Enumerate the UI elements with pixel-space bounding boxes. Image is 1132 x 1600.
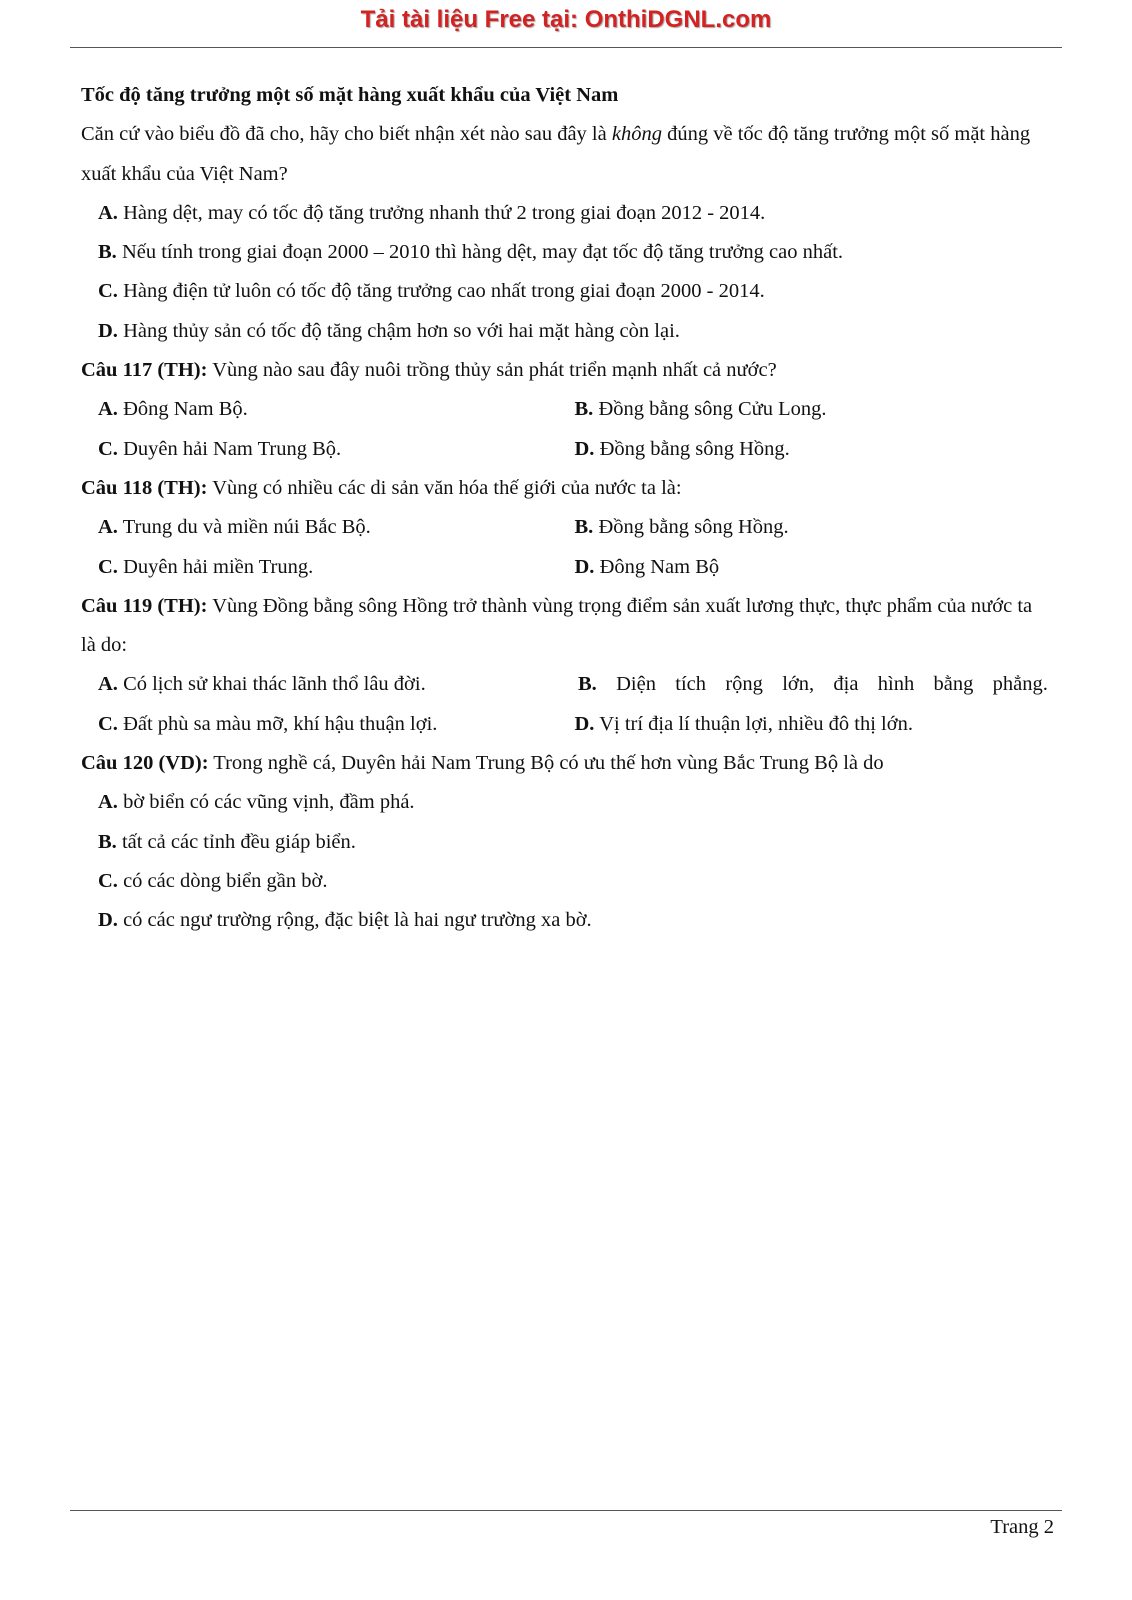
question-label: Câu 120 (VD): — [81, 752, 209, 775]
header-divider — [70, 47, 1062, 48]
question-120-option-b: B. tất cả các tỉnh đều giáp biển. — [98, 830, 356, 853]
exam-content — [81, 76, 1051, 941]
question-119-option-b: B. Diện tích rộng lớn, địa hình bằng phẳng. — [578, 673, 1048, 696]
emphasis-text: không — [611, 123, 662, 146]
footer-divider — [70, 1510, 1062, 1511]
question-117-option-a: A. Đông Nam Bộ. — [98, 398, 248, 421]
question-119-options-row-2 — [81, 705, 1051, 744]
question-116-option-a: A. Hàng dệt, may có tốc độ tăng trưởng nhanh thứ 2 trong giai đoạn 2012 - 2014. — [98, 201, 766, 224]
question-118-options-row-2 — [81, 548, 1051, 587]
chart-heading: Tốc độ tăng trưởng một số mặt hàng xuất khẩu của Việt Nam — [81, 84, 619, 106]
question-118-stem: Câu 118 (TH): Vùng có nhiều các di sản văn hóa thế giới của nước ta là: — [81, 476, 682, 499]
question-117-options-row-2 — [81, 430, 1051, 469]
question-118-option-c: C. Duyên hải miền Trung. — [98, 555, 314, 578]
question-118-option-b: B. Đồng bằng sông Hồng. — [574, 516, 789, 539]
question-118-option-a: A. Trung du và miền núi Bắc Bộ. — [98, 516, 371, 539]
question-label: Câu 117 (TH): — [81, 359, 208, 382]
question-120-stem: Câu 120 (VD): Trong nghề cá, Duyên hải Nam Trung Bộ có ưu thế hơn vùng Bắc Trung Bộ là do — [81, 752, 884, 775]
download-banner[interactable]: Tải tài liệu Free tại: OnthiDGNL.com — [360, 6, 772, 33]
question-116-option-b: B. Nếu tính trong giai đoạn 2000 – 2010 thì hàng dệt, may đạt tốc độ tăng trưởng cao nhất. — [98, 241, 844, 264]
question-117-stem: Câu 117 (TH): Vùng nào sau đây nuôi trồng thủy sản phát triển mạnh nhất cả nước? — [81, 359, 777, 382]
question-119-option-a: A. Có lịch sử khai thác lãnh thổ lâu đời. — [98, 673, 426, 696]
question-label: Câu 118 (TH): — [81, 476, 208, 499]
question-label: Câu 119 (TH): — [81, 594, 208, 617]
question-117-options-row-1 — [81, 390, 1051, 429]
question-118-options-row-1 — [81, 508, 1051, 547]
question-116-option-d: D. Hàng thủy sản có tốc độ tăng chậm hơn so với hai mặt hàng còn lại. — [98, 319, 680, 342]
question-120-option-a: A. bờ biển có các vũng vịnh, đầm phá. — [98, 791, 415, 814]
question-117-option-b: B. Đồng bằng sông Cửu Long. — [574, 398, 827, 421]
question-116-stem: Căn cứ vào biểu đồ đã cho, hãy cho biết nhận xét nào sau đây là không đúng về tốc độ tăng trưởng một số mặt hàng xuất khẩu của Việt Nam? — [81, 123, 1031, 185]
question-119-option-c: C. Đất phù sa màu mỡ, khí hậu thuận lợi. — [98, 712, 438, 735]
question-117-option-d: D. Đồng bằng sông Hồng. — [574, 437, 790, 460]
question-118-option-d: D. Đông Nam Bộ — [574, 555, 720, 578]
question-119-option-d: D. Vị trí địa lí thuận lợi, nhiều đô thị lớn. — [574, 712, 913, 735]
question-116-option-c: C. Hàng điện tử luôn có tốc độ tăng trưởng cao nhất trong giai đoạn 2000 - 2014. — [98, 280, 765, 303]
question-120-option-d: D. có các ngư trường rộng, đặc biệt là hai ngư trường xa bờ. — [98, 909, 592, 932]
question-120-option-c: C. có các dòng biển gần bờ. — [98, 869, 328, 892]
question-117-option-c: C. Duyên hải Nam Trung Bộ. — [98, 437, 342, 460]
page-number: Trang 2 — [990, 1516, 1054, 1538]
question-119-options-row-1 — [81, 665, 1051, 704]
question-119-stem: Câu 119 (TH): Vùng Đồng bằng sông Hồng trở thành vùng trọng điểm sản xuất lương thực, thực phẩm của nước ta là do: — [81, 594, 1033, 657]
